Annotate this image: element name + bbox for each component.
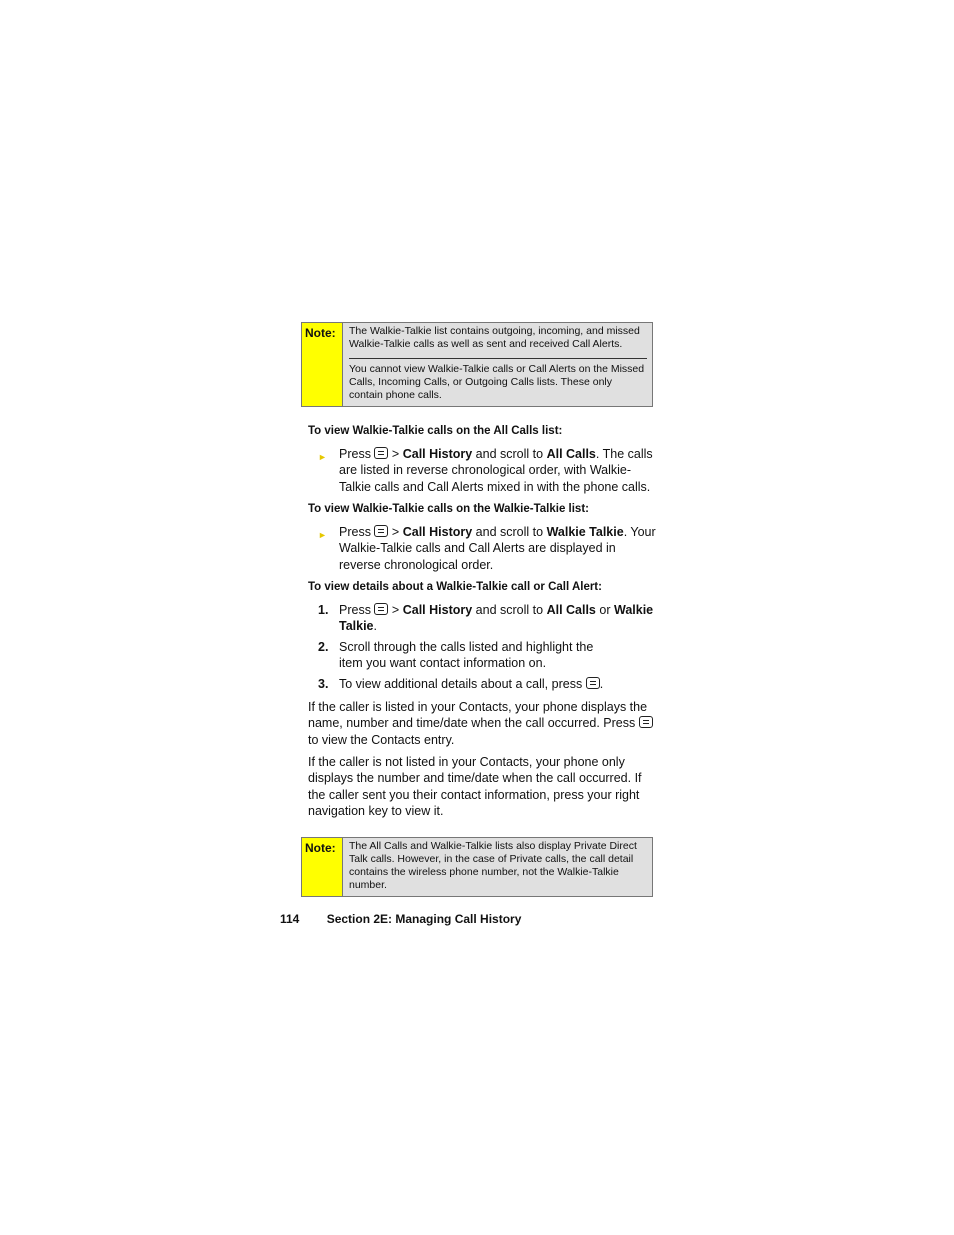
- menu-key-icon: [586, 677, 600, 689]
- step-separator: >: [391, 603, 400, 617]
- step-number: 2.: [318, 640, 329, 654]
- note-body: [343, 323, 652, 406]
- note-paragraph: The All Calls and Walkie-Talkie lists also display Private Direct Talk calls. However, in the case of Private calls, the call detail contains the wireless phone number, not the Walkie-Talkie number.: [349, 840, 637, 891]
- note-body: [343, 838, 652, 896]
- paragraph-listed-caller: [308, 699, 660, 748]
- step-all-calls: [318, 446, 660, 495]
- numbered-step-3: [318, 676, 660, 692]
- step-separator: >: [391, 525, 400, 539]
- section-heading-walkie-talkie: To view Walkie-Talkie calls on the Walkie-Talkie list:: [308, 503, 589, 515]
- step-number: 3.: [318, 677, 329, 691]
- numbered-step-2: [318, 639, 618, 672]
- step-menu-name: Call History: [402, 447, 473, 461]
- step-separator: >: [391, 447, 400, 461]
- menu-key-icon: [374, 603, 388, 615]
- step-or: or: [599, 603, 611, 617]
- note-divider: [349, 358, 647, 359]
- numbered-step-1: [318, 602, 660, 635]
- step-mid: and scroll to: [475, 603, 544, 617]
- step-menu-name: Call History: [402, 603, 473, 617]
- note-box-top: [301, 322, 653, 407]
- bullet-arrow-icon: ►: [318, 452, 327, 462]
- step-target: Walkie Talkie: [546, 525, 624, 539]
- step-target: Walkie Talkie: [339, 603, 654, 634]
- step-walkie-talkie: [318, 524, 660, 573]
- step-menu-name: Call History: [402, 525, 473, 539]
- section-heading-all-calls: To view Walkie-Talkie calls on the All Calls list:: [308, 425, 563, 437]
- step-end: .: [599, 677, 604, 691]
- page-number: 114: [280, 912, 300, 926]
- step-target: All Calls: [546, 603, 596, 617]
- step-target: All Calls: [546, 447, 596, 461]
- step-rest: . The calls are listed in reverse chronological order, with Walkie-Talkie calls and Call Alerts mixed in with the phone calls.: [339, 447, 653, 494]
- step-text: [339, 676, 660, 692]
- menu-key-icon: [374, 447, 388, 459]
- menu-key-icon: [374, 525, 388, 537]
- note-box-bottom: [301, 837, 653, 897]
- menu-key-icon: [639, 716, 653, 728]
- step-press: Press: [339, 603, 371, 617]
- note-paragraph: The Walkie-Talkie list contains outgoing, incoming, and missed Walkie-Talkie calls as well as sent and received Call Alerts.: [349, 325, 640, 350]
- step-body: To view additional details about a call, press: [339, 677, 583, 691]
- paragraph-unlisted-caller: If the caller is not listed in your Contacts, your phone only displays the number and time/date when the call occurred. If the caller sent you their contact information, press your right navigation key to view it.: [308, 755, 642, 818]
- note-paragraph: You cannot view Walkie-Talkie calls or Call Alerts on the Missed Calls, Incoming Calls, or Outgoing Calls lists. These only contain phone calls.: [349, 363, 645, 401]
- section-heading-details: To view details about a Walkie-Talkie call or Call Alert:: [308, 581, 602, 593]
- page-footer: [280, 912, 521, 926]
- step-rest: . Your Walkie-Talkie calls and Call Alerts are displayed in reverse chronological order.: [339, 525, 656, 572]
- step-text: [339, 524, 660, 573]
- step-text: [339, 602, 660, 635]
- step-end: .: [373, 619, 377, 634]
- step-text: Scroll through the calls listed and highlight the item you want contact information on.: [339, 640, 594, 671]
- paragraph-text: If the caller is listed in your Contacts, your phone displays the name, number and time/date when the call occurred. Press: [308, 700, 648, 731]
- step-number: 1.: [318, 603, 329, 617]
- bullet-arrow-icon: ►: [318, 530, 327, 540]
- step-mid: and scroll to: [475, 447, 544, 461]
- section-title: Section 2E: Managing Call History: [326, 912, 522, 926]
- step-press: Press: [339, 525, 371, 539]
- note-label: Note:: [302, 323, 343, 406]
- step-press: Press: [339, 447, 371, 461]
- note-label: Note:: [302, 838, 343, 896]
- step-text: [339, 446, 660, 495]
- step-mid: and scroll to: [475, 525, 544, 539]
- paragraph-text: to view the Contacts entry.: [308, 732, 455, 747]
